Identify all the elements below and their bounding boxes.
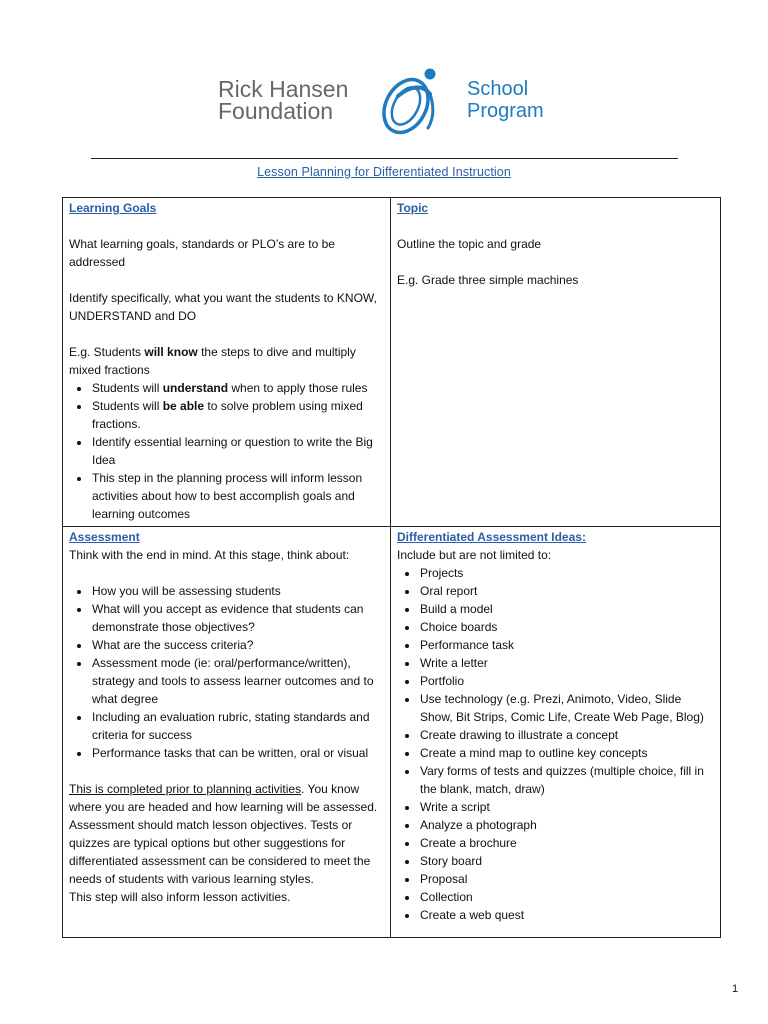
topic-heading: Topic [397, 201, 429, 215]
learning-goals-example: E.g. Students will know the steps to dive and multiply mixed fractions [69, 345, 356, 377]
list-item: • Assessment mode (ie: oral/performance/written), strategy and tools to assess learner outcomes and to what degree [91, 654, 384, 708]
assessment-heading: Assessment [69, 530, 140, 544]
program-name-line1: School [467, 78, 529, 100]
list-item: • Collection [419, 888, 714, 906]
list-item: • Analyze a photograph [419, 816, 714, 834]
list-item: • Performance task [419, 636, 714, 654]
list-item: • Performance tasks that can be written, oral or visual [91, 744, 384, 762]
list-item: • Create a brochure [419, 834, 714, 852]
learning-goals-heading: Learning Goals [69, 201, 157, 215]
org-name-line1: Rick Hansen [218, 76, 349, 102]
assessment-intro: Think with the end in mind. At this stage, think about: [69, 548, 350, 562]
header-divider [91, 158, 678, 159]
list-item: • This step in the planning process will inform lesson activities about how to best accomplish goals and learning outcomes [91, 469, 384, 523]
program-name-line2: Program [467, 100, 544, 122]
list-item: • Students will understand when to apply those rules [91, 379, 384, 397]
learning-goals-cell [63, 198, 391, 527]
list-item: • Including an evaluation rubric, stating standards and criteria for success [91, 708, 384, 744]
lesson-plan-table [62, 197, 721, 938]
list-item: • What will you accept as evidence that students can demonstrate those objectives? [91, 600, 384, 636]
diff-assessment-cell [391, 527, 721, 938]
diff-assessment-list [397, 564, 714, 924]
assessment-closing-last: This step will also inform lesson activities. [69, 890, 291, 904]
table-row [63, 527, 721, 938]
org-name-line2: Foundation [218, 98, 334, 124]
assessment-cell [63, 527, 391, 938]
org-name [218, 78, 348, 122]
list-item: • Create a web quest [419, 906, 714, 924]
program-name [467, 78, 544, 122]
list-item: • Identify essential learning or question to write the Big Idea [91, 433, 384, 469]
rick-hansen-logo [218, 60, 558, 140]
list-item: • What are the success criteria? [91, 636, 384, 654]
page-title: Lesson Planning for Differentiated Instruction [257, 165, 511, 179]
list-item: • Oral report [419, 582, 714, 600]
list-item: • Proposal [419, 870, 714, 888]
topic-example: E.g. Grade three simple machines [397, 273, 579, 287]
list-item: • Create drawing to illustrate a concept [419, 726, 714, 744]
list-item: • Write a script [419, 798, 714, 816]
list-item: • Portfolio [419, 672, 714, 690]
learning-goals-text: Identify specifically, what you want the students to KNOW, UNDERSTAND and DO [69, 291, 377, 323]
diff-assessment-heading: Differentiated Assessment Ideas: [397, 530, 586, 544]
assessment-closing: This is completed prior to planning activities. You know where you are headed and how learning will be assessed. Assessment should match lesson objectives. Tests or quizzes are typical options but other suggestions for differentiated assessment can be considered to meet the needs of students with various learning styles. [69, 782, 378, 886]
list-item: • Projects [419, 564, 714, 582]
list-item: • Create a mind map to outline key concepts [419, 744, 714, 762]
assessment-list [69, 582, 384, 762]
list-item: • Use technology (e.g. Prezi, Animoto, Video, Slide Show, Bit Strips, Comic Life, Create Web Page, Blog) [419, 690, 714, 726]
list-item: • Write a letter [419, 654, 714, 672]
learning-goals-list [69, 379, 384, 523]
topic-cell [391, 198, 721, 527]
wheelchair-figure-icon [368, 60, 458, 140]
table-row [63, 198, 721, 527]
list-item: • Story board [419, 852, 714, 870]
topic-text: Outline the topic and grade [397, 237, 542, 251]
list-item: • Students will be able to solve problem using mixed fractions. [91, 397, 384, 433]
list-item: • How you will be assessing students [91, 582, 384, 600]
list-item: • Build a model [419, 600, 714, 618]
list-item: • Vary forms of tests and quizzes (multiple choice, fill in the blank, match, draw) [419, 762, 714, 798]
list-item: • Choice boards [419, 618, 714, 636]
learning-goals-text: What learning goals, standards or PLO’s are to be addressed [69, 237, 335, 269]
diff-assessment-intro: Include but are not limited to: [397, 548, 552, 562]
page-number: 1 [732, 983, 739, 995]
